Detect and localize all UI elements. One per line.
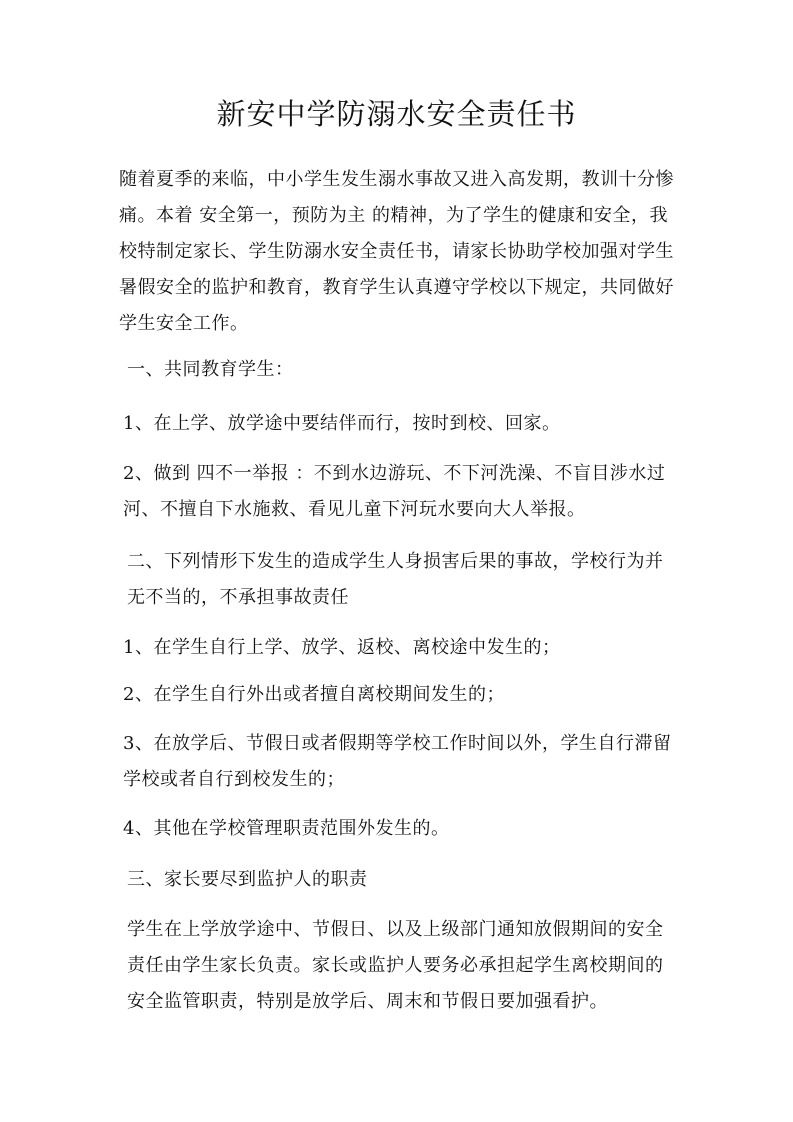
intro-paragraph-block [119, 162, 677, 342]
section-one-item-1: 1、在上学、放学途中要结伴而行，按时到校、回家。 [123, 413, 561, 434]
section-three-heading: 三、家长要尽到监护人的职责 [127, 869, 368, 890]
section-two-item-3: 3、在放学后、节假日或者假期等学校工作时间以外，学生自行滞留学校或者自行到校发生的； [123, 733, 672, 790]
document-title: 新安中学防溺水安全责任书 [216, 97, 577, 131]
section-three-paragraph: 学生在上学放学途中、节假日、以及上级部门通知放假期间的安全责任由学生家长负责。家长或监护人要务必承担起学生离校期间的安全监管职责，特别是放学后、周末和节假日要加强看护。 [127, 919, 664, 1012]
item-2-2-block [119, 677, 677, 713]
section-one-item-2: 2、做到 四不一举报 ：不到水边游玩、不下河洗澡、不盲目涉水过河、不擅自下水施救、看见儿童下河玩水要向大人举报。 [123, 463, 666, 520]
item-1-2-block [119, 456, 677, 528]
section-two-item-2: 2、在学生自行外出或者擅自离校期间发生的； [123, 684, 505, 705]
item-1-1-block [119, 406, 677, 442]
section-three-paragraph-block [119, 912, 677, 1020]
item-2-3-block [119, 726, 677, 798]
section-three-heading-block [119, 862, 677, 898]
section-two-heading-block [119, 544, 677, 616]
section-two-item-4: 4、其他在学校管理职责范围外发生的。 [123, 818, 450, 839]
section-one-heading-block [119, 352, 677, 388]
intro-paragraph: 随着夏季的来临，中小学生发生溺水事故又进入高发期，教训十分惨痛。本着 安全第一，预防为主 的精神，为了学生的健康和安全，我校特制定家长、学生防溺水安全责任书，请家长协助学校加强对学生暑假安全的监护和教育，教育学生认真遵守学校以下规定，共同做好学生安全工作。 [119, 169, 674, 334]
item-2-1-block [119, 630, 677, 666]
section-two-heading: 二、下列情形下发生的造成学生人身损害后果的事故，学校行为并无不当的，不承担事故责任 [127, 551, 664, 608]
item-2-4-block [119, 811, 677, 847]
section-two-item-1: 1、在学生自行上学、放学、返校、离校途中发生的； [123, 637, 561, 658]
section-one-heading: 一、共同教育学生： [127, 359, 294, 380]
